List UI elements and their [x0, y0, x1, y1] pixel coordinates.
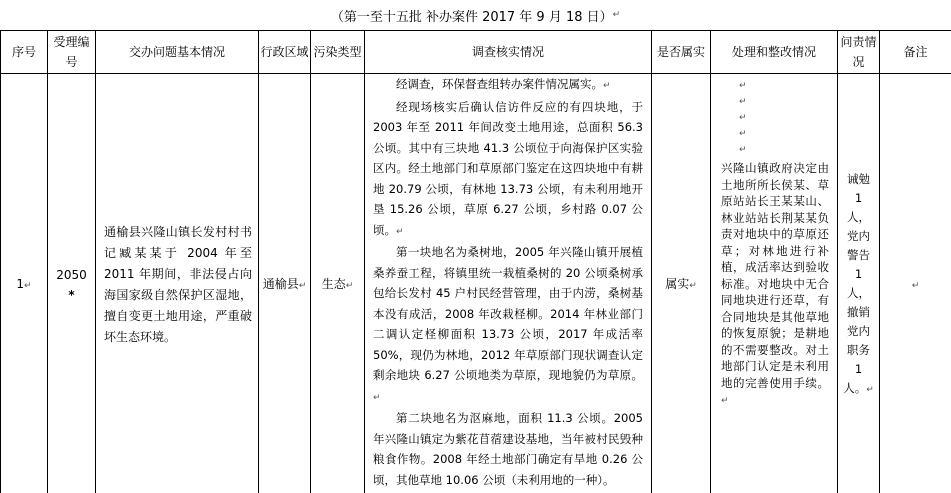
survey-paragraph: 第二块地名为沤麻地，面积 11.3 公顷。2005 年兴隆山镇定为紫花苜蓿建设基地，当年被村民毁种粮食作物。2008 年经土地部门确定有旱地 0.26 公顷，其他草地 10.06 公顷（未利用地的一种）。	[373, 411, 643, 487]
paragraph-mark-icon: ↵	[612, 10, 621, 20]
paragraph-mark-icon: ↵	[373, 392, 381, 403]
cell-survey	[365, 74, 652, 493]
paragraph-mark-icon: ↵	[396, 226, 404, 237]
district-value: 通榆县	[262, 277, 299, 291]
table-row	[1, 74, 951, 493]
header-accountability: 问责情况	[838, 31, 880, 74]
empty-paragraphs	[721, 78, 829, 160]
paragraph-mark-icon: ↵	[739, 113, 747, 123]
header-issue: 交办问题基本情况	[96, 31, 259, 74]
paragraph-mark-icon: ↵	[603, 81, 611, 91]
accept-no-value: 2050	[56, 268, 87, 282]
header-seq: 序号	[1, 31, 48, 74]
seq-value: 1	[16, 277, 25, 291]
survey-paragraph: 经现场核实后确认信访件反应的有四块地，于 2003 年至 2011 年间改变土地用途，总面积 56.3 公顷。其中有三块地 41.3 公顷位于向海保护区实验区内。经土地部门和草原部门鉴定在这四块地中有耕地 20.79 公顷，有林地 13.73 公顷，有未利用地开垦 15.26 公顷，草原 6.27 公顷，乡村路 0.07 公顷。↵	[373, 99, 643, 237]
header-district: 行政区域	[259, 31, 311, 74]
accept-no-suffix: *	[68, 288, 75, 302]
cell-accountability	[838, 74, 880, 493]
pollution-value: 生态	[321, 277, 346, 291]
paragraph-mark-icon: ↵	[721, 396, 729, 406]
survey-paragraph: 第一块地名为桑树地，2005 年兴隆山镇开展植桑养蚕工程，将镇里统一栽植桑树的 20 公顷桑树承包给长发村 45 户村民经营管理，由于内涝，桑树基本没有成活，2008 年改栽柽柳。2014 年林业部门二调认定柽柳面积 13.73 公顷，2017 年成活率 50%，现仍为林地，2012 年草原部门现状调查认定剩余地块 6.27 公顷地类为草原，现地貌仍为草原。↵	[373, 245, 643, 403]
paragraph-mark-icon: ↵	[689, 281, 697, 291]
paragraph-mark-icon: ↵	[345, 281, 354, 291]
handling-text: 兴隆山镇政府决定由土地所所长侯某、草原站站长王某某山、林业站站长荆某某负责对地块中的草原还草；对林地进行补植，成活率达到验收标准。对地块中无合同地块进行还草，有合同地块是其他草地的恢复原貌；是耕地的不需要整改。对土地部门认定是未利用地的完善使用手续。↵	[721, 161, 829, 406]
header-survey: 调查核实情况	[365, 31, 652, 74]
document-title	[0, 0, 951, 31]
paragraph-mark-icon: ↵	[866, 385, 874, 395]
header-row	[1, 31, 951, 74]
paragraph-mark-icon: ↵	[24, 281, 32, 291]
paragraph-mark-icon: ↵	[739, 97, 747, 107]
paragraph-mark-icon: ↵	[911, 281, 920, 291]
header-handling: 处理和整改情况	[711, 31, 838, 74]
cell-seq	[1, 74, 48, 493]
cell-accept-no	[48, 74, 96, 493]
cell-issue	[96, 74, 259, 493]
header-accept-no: 受理编号	[48, 31, 96, 74]
cell-remark	[880, 74, 951, 493]
paragraph-mark-icon: ↵	[298, 281, 307, 291]
paragraph-mark-icon: ↵	[739, 145, 747, 155]
cell-verified	[652, 74, 711, 493]
paragraph-mark-icon: ↵	[739, 129, 747, 139]
header-pollution: 污染类型	[311, 31, 365, 74]
header-verified: 是否属实	[652, 31, 711, 74]
cell-district	[259, 74, 311, 493]
verified-value: 属实	[665, 277, 690, 291]
accountability-value: 诫勉 1 人，党内警告 1 人，撤销党内职务 1 人。	[843, 172, 870, 395]
cell-handling	[711, 74, 838, 493]
case-table	[0, 30, 951, 493]
title-text: （第一至十五批 补办案件 2017 年 9 月 18 日）	[330, 9, 613, 25]
survey-paragraph: 经调查，环保督查组转办案件情况属实。↵	[396, 77, 611, 91]
issue-text: 通榆县兴隆山镇长发村村书记臧某某于 2004 年至 2011 年期间，非法侵占向海国家级自然保护区湿地，擅自变更土地用途，严重破坏生态环境。	[104, 225, 252, 344]
cell-pollution	[311, 74, 365, 493]
paragraph-mark-icon: ↵	[739, 81, 747, 91]
header-remark: 备注	[880, 31, 951, 74]
